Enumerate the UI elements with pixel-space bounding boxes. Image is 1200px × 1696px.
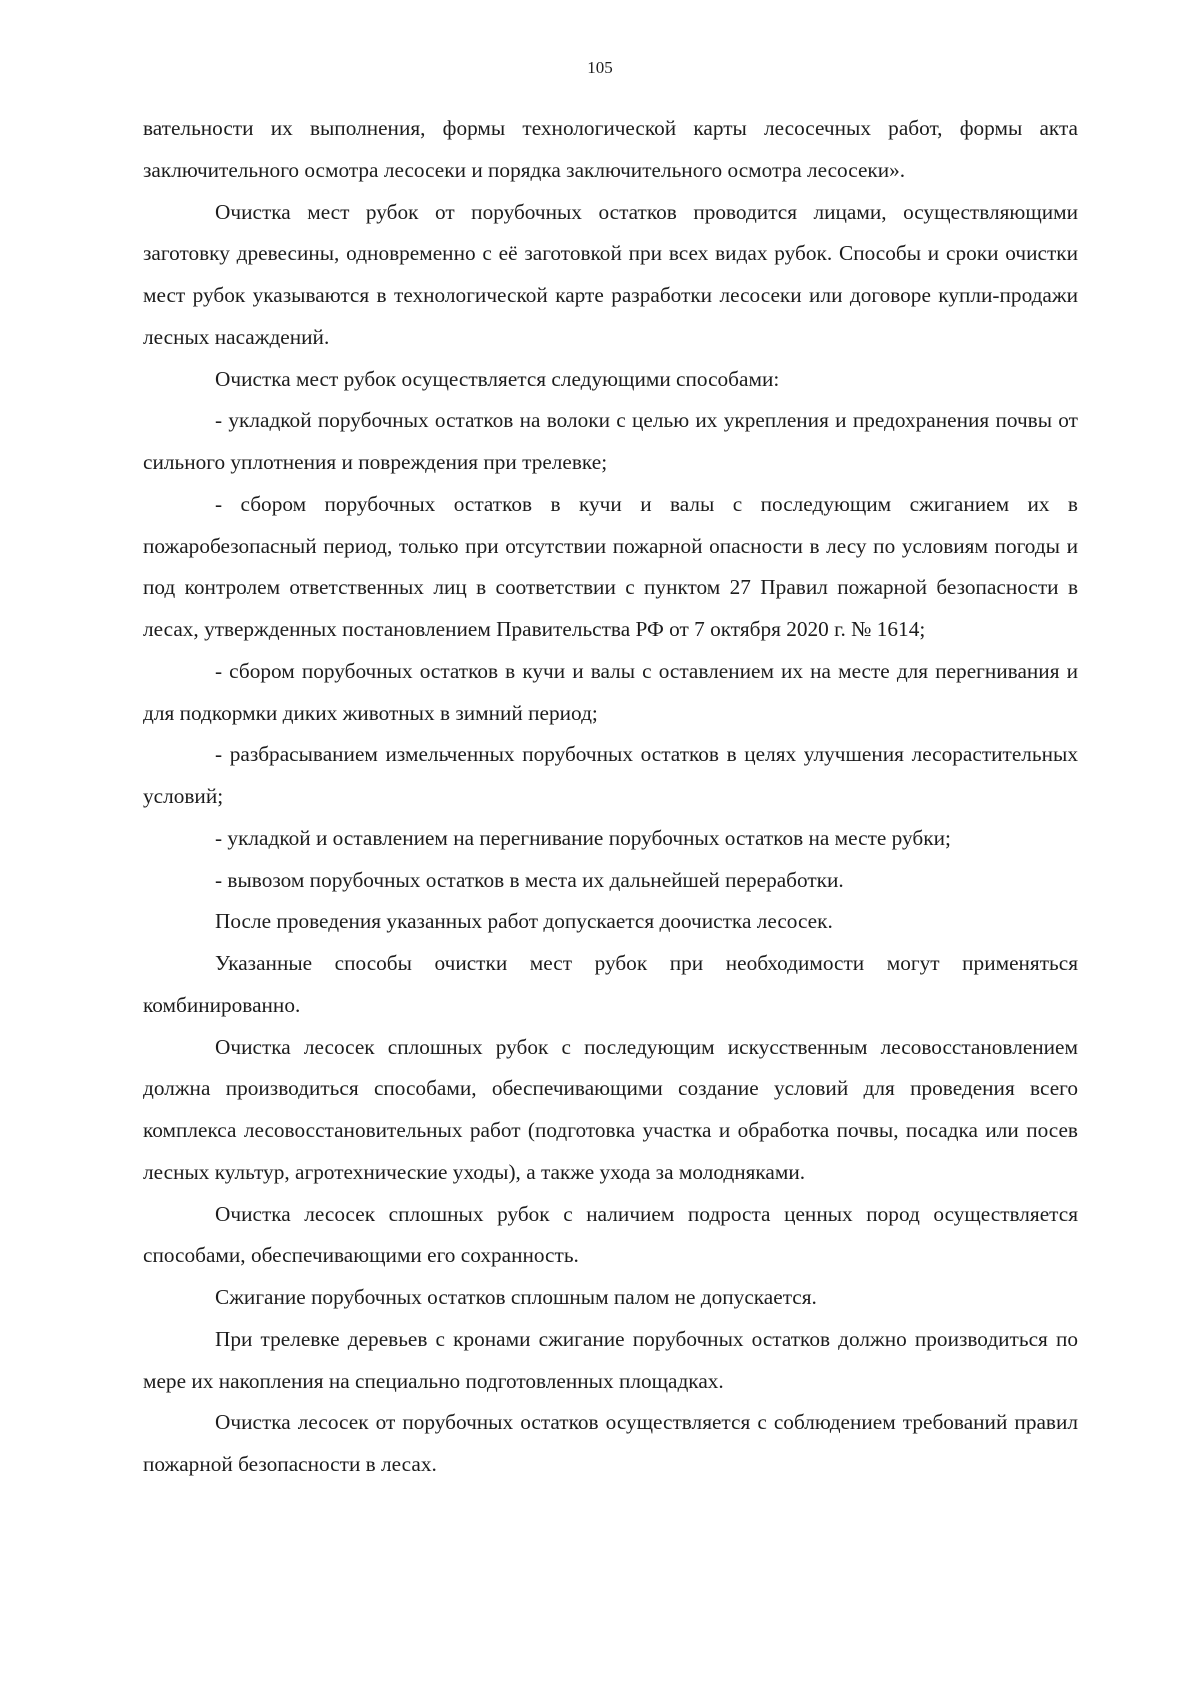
paragraph: Очистка лесосек сплошных рубок с последующим искусственным лесовосстановлением должна производиться способами, обеспечивающими создание условий для проведения всего комплекса лесовосстановительных работ (подготовка участка и обработка почвы, посадка или посев лесных культур, агротехнические уходы), а также ухода за молодняками. [143, 1034, 1078, 1184]
paragraph-continuation: вательности их выполнения, формы технологической карты лесосечных работ, формы акта заключительного осмотра лесосеки и порядка заключительного осмотра лесосеки». [143, 116, 1078, 182]
paragraph: После проведения указанных работ допускается доочистка лесосек. [215, 909, 833, 934]
paragraph: Указанные способы очистки мест рубок при необходимости могут применяться комбинированно. [143, 951, 1078, 1017]
list-item: - разбрасыванием измельченных порубочных остатков в целях улучшения лесорастительных условий; [143, 742, 1078, 808]
page-number: 105 [587, 58, 613, 77]
paragraph: При трелевке деревьев с кронами сжигание порубочных остатков должно производиться по мере их накопления на специально подготовленных площадках. [143, 1326, 1078, 1393]
paragraph: Сжигание порубочных остатков сплошным палом не допускается. [215, 1285, 817, 1309]
list-item: - сбором порубочных остатков в кучи и валы с оставлением их на месте для перегнивания и для подкормки диких животных в зимний период; [143, 658, 1078, 725]
paragraph: Очистка мест рубок осуществляется следующими способами: [215, 366, 780, 391]
paragraph: Очистка лесосек от порубочных остатков осуществляется с соблюдением требований правил пожарной безопасности в лесах. [143, 1410, 1078, 1476]
list-item: - укладкой порубочных остатков на волоки с целью их укрепления и предохранения почвы от сильного уплотнения и повреждения при трелевке; [143, 408, 1078, 474]
paragraph: Очистка мест рубок от порубочных остатков проводится лицами, осуществляющими заготовку древесины, одновременно с её заготовкой при всех видах рубок. Способы и сроки очистки мест рубок указываются в технологической карте разработки лесосеки или договоре купли-продажи лесных насаждений. [143, 199, 1078, 349]
list-item: - укладкой и оставлением на перегнивание порубочных остатков на месте рубки; [215, 825, 951, 850]
list-item: - сбором порубочных остатков в кучи и валы с последующим сжиганием их в пожаробезопасный период, только при отсутствии пожарной опасности в лесу по условиям погоды и под контролем ответственных лиц в соответствии с пунктом 27 Правил пожарной безопасности в лесах, утвержденных постановлением Правительства РФ от 7 октября 2020 г. № 1614; [143, 491, 1078, 641]
document-body [143, 108, 1078, 1486]
list-item: - вывозом порубочных остатков в места их дальнейшей переработки. [215, 867, 844, 892]
paragraph: Очистка лесосек сплошных рубок с наличием подроста ценных пород осуществляется способами, обеспечивающими его сохранность. [143, 1201, 1078, 1268]
